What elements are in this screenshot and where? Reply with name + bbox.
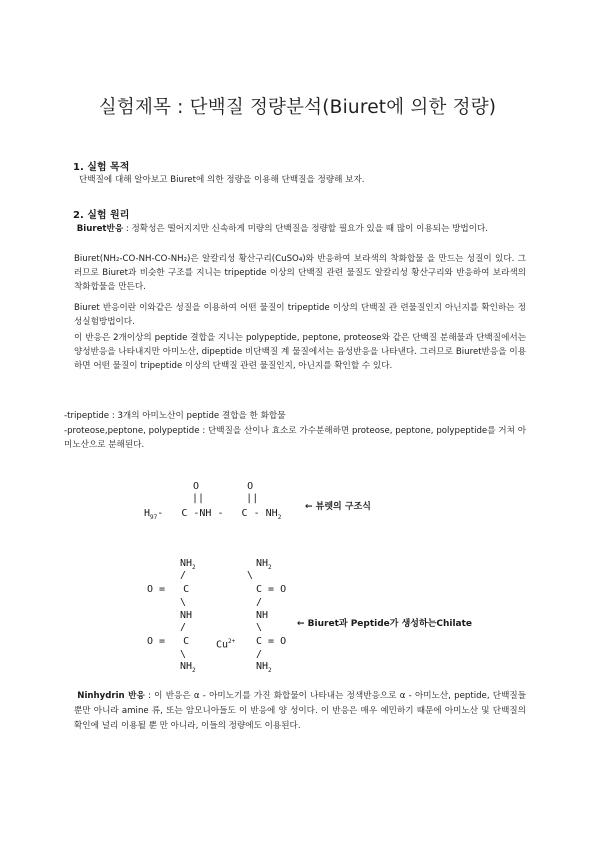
chelate-bond-4r: / xyxy=(256,649,263,660)
structure1-oxygen-row: O O xyxy=(193,481,254,492)
section-heading-purpose: 1. 실험 목적 xyxy=(73,162,130,173)
chelate-carbonyl-left-2: O = C xyxy=(147,636,190,647)
chelate-nh2-bottom-right: $NH_2$ xyxy=(256,661,272,674)
structure1-double-bond-row: || || xyxy=(192,493,259,504)
page-title: 실험제목 : 단백질 정량분석(Biuret에 의한 정량) xyxy=(98,97,497,118)
chelate-bond-2l: \ xyxy=(180,597,187,608)
structure1-main-chain: $H_{97}-$ C -NH - C - $NH_2$ xyxy=(144,508,282,521)
ninhydrin-paragraph xyxy=(74,689,526,734)
chelate-bond-3l: / xyxy=(180,622,187,633)
biuret-definition-paragraph xyxy=(74,222,526,236)
tripeptide-definition: -tripeptide : 3개의 아미노산이 peptide 결합을 한 화합물 xyxy=(64,411,286,421)
chelate-copper-ion: $Cu^{2+}$ xyxy=(216,638,236,651)
biuret-term: Biuret반응 xyxy=(76,224,124,234)
structure2-label: ← Biuret과 Peptide가 생성하는Chilate xyxy=(297,619,473,629)
biuret-definition: : 정확성은 떨어지지만 신속하게 미량의 단백질을 정량할 필요가 있을 때 많이 이용되는 방법이다. xyxy=(123,224,489,234)
chelate-nh-right: NH xyxy=(256,610,269,621)
chelate-bond-1r: \ xyxy=(247,570,254,581)
chelate-bond-2r: / xyxy=(256,597,263,608)
proteose-definition: -proteose,peptone, polypeptide : 단백질을 산이나 효소로 가수분해하면 proteose, peptone, polypeptide를 거쳐 아미노산으로 분해된다. xyxy=(64,426,526,450)
chelate-nh-left: NH xyxy=(180,610,193,621)
chelate-carbonyl-left-1: O = C xyxy=(147,584,190,595)
purpose-text: 단백질에 대해 알아보고 Biuret에 의한 정량을 이용해 단백질을 정량해 보자. xyxy=(79,175,365,185)
biuret-reaction-paragraph: Biuret 반응이란 이와같은 성질을 이용하여 어떤 물질이 tripeptide 이상의 단백질 관 련물질인지 아닌지를 확인하는 정성실험방법이다. xyxy=(74,303,526,327)
chelate-nh2-top-left: $NH_2$ xyxy=(180,558,196,571)
biuret-structure-paragraph: Biuret(NH₂-CO-NH-CO-NH₂)은 알칼리성 황산구리(CuSO₄)와 반응하여 보라색의 착화합물 을 만드는 성질이 있다. 그러므로 Biuret과 비슷한 구조를 지니는 tripeptide 이상의 단백질 관련 물질도 알칼리성 황산구리와 반응하여 보라색의 착화합물을 만든다. xyxy=(74,254,526,292)
structure1-label: ← 뷰렛의 구조식 xyxy=(305,502,371,512)
ninhydrin-definition: : 이 반응은 α - 아미노기를 가진 화합물이 나타내는 정색반응으로 α - 아미노산, peptide, 단백질들 뿐만 아니라 amine 류, 또는 암모니아들도 이 반응에 양 성이다. 이 반응은 매우 예민하기 때문에 아미노산 및 단백질의 확인에 널리 이용될 뿐 만 아니라, 이들의 정량에도 이용된다. xyxy=(74,691,527,731)
chelate-nh2-bottom-left: $NH_2$ xyxy=(180,661,196,674)
chelate-bond-1l: / xyxy=(180,570,187,581)
chelate-bond-4l: \ xyxy=(180,649,187,660)
chelate-carbonyl-right-2: C = O xyxy=(256,636,287,647)
chelate-carbonyl-right-1: C = O xyxy=(256,584,287,595)
chelate-bond-3r: \ xyxy=(256,622,263,633)
peptide-bond-paragraph: 이 반응은 2개이상의 peptide 결합을 지니는 polypeptide, peptone, proteose와 같은 단백질 분해물과 단백질에서는 양성반응을 나타내지만 아미노산, dipeptide 비단백질 계 물질에서는 음성반응을 나타낸다. 그러므로 Biuret반응을 이용하면 어떤 물질이 tripeptide 이상의 단백질 관련 물질인지, 아닌지를 확인할 수 있다. xyxy=(74,333,526,371)
ninhydrin-term: Ninhydrin 반응 xyxy=(77,691,145,701)
section-heading-principle: 2. 실험 원리 xyxy=(73,210,130,221)
chelate-nh2-top-right: $NH_2$ xyxy=(256,558,272,571)
